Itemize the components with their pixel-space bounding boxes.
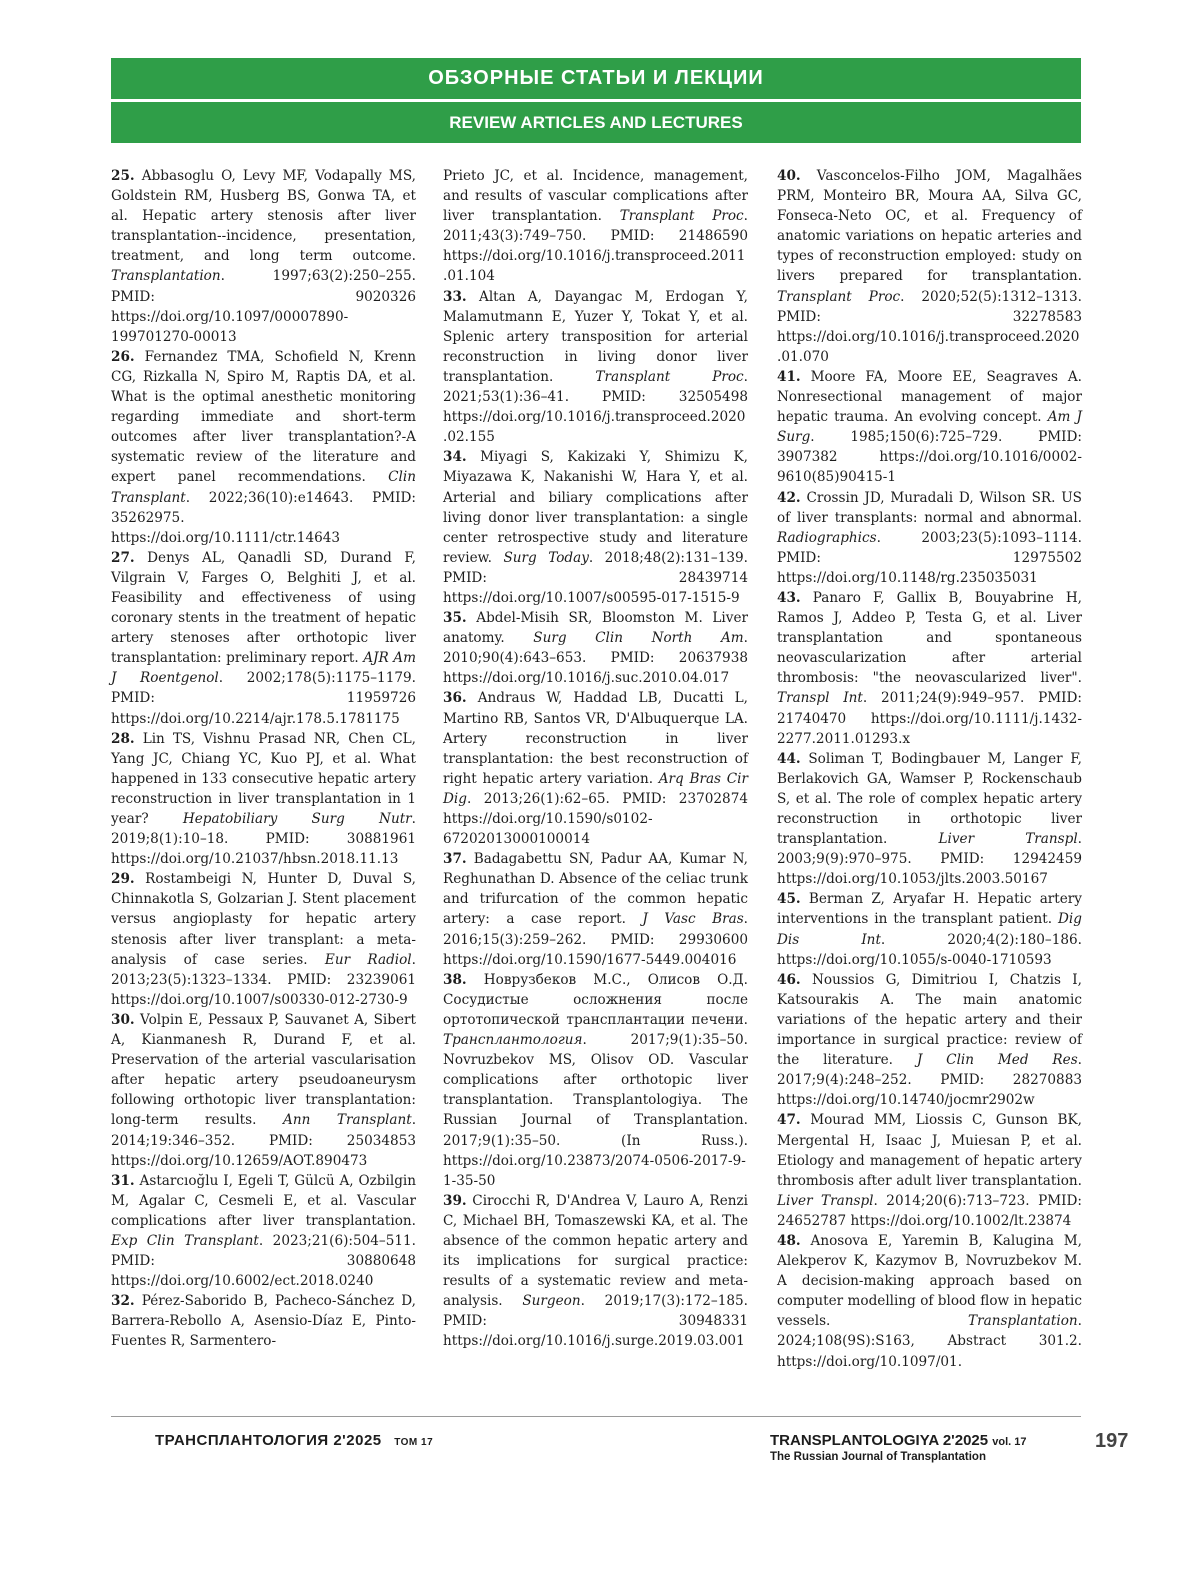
- reference-entry: [777, 367, 1082, 488]
- footer-volume-en: vol. 17: [992, 1436, 1027, 1448]
- reference-journal: Transplant Proc: [777, 288, 901, 305]
- footer-journal-title-ru: ТРАНСПЛАНТОЛОГИЯ: [155, 1432, 329, 1449]
- reference-details: . 2013;26(1):62–65. PMID: 23702874 https://doi.org/10.1590/s0102-67202013000100014: [443, 790, 748, 848]
- reference-entry: [111, 1171, 416, 1292]
- reference-journal: Transplant Proc: [619, 208, 744, 225]
- reference-entry: [443, 608, 748, 688]
- reference-details: . 2024;108(9S):S163, Abstract 301.2. https://doi.org/10.1097/01.: [777, 1313, 1082, 1370]
- reference-number: 47.: [777, 1112, 801, 1129]
- reference-text: Crossin JD, Muradali D, Wilson SR. US of liver transplants: normal and abnormal.: [777, 489, 1082, 526]
- reference-journal: Clin Transplant: [111, 469, 416, 506]
- reference-details: . 2017;9(4):248–252. PMID: 28270883 https://doi.org/10.14740/jocmr2902w: [777, 1052, 1082, 1109]
- reference-text: Miyagi S, Kakizaki Y, Shimizu K, Miyazawa K, Nakanishi W, Hara Y, et al. Arterial and biliary complications after living donor liver transplantation: a single center retrospective study and literature review.: [443, 449, 748, 566]
- reference-details: . 2002;178(5):1175–1179. PMID: 11959726 https://doi.org/10.2214/ajr.178.5.1781175: [111, 670, 416, 727]
- reference-journal: Arq Bras Cir Dig: [443, 770, 748, 807]
- reference-details: . 1985;150(6):725–729. PMID: 3907382 https://doi.org/10.1016/0002-9610(85)90415-1: [777, 429, 1082, 486]
- reference-entry: [777, 889, 1082, 969]
- section-header-ru: ОБЗОРНЫЕ СТАТЬИ И ЛЕКЦИИ: [111, 58, 1081, 99]
- reference-details: . 2014;19:346–352. PMID: 25034853 https://doi.org/10.12659/AOT.890473: [111, 1112, 417, 1169]
- reference-details: . 2018;48(2):131–139. PMID: 28439714 https://doi.org/10.1007/s00595-017-1515-9: [443, 549, 748, 606]
- reference-entry: [111, 869, 416, 1010]
- reference-details: . 2011;43(3):749–750. PMID: 21486590 https://doi.org/10.1016/j.transproceed.2011.01.104: [443, 208, 748, 285]
- reference-entry: [777, 488, 1082, 588]
- reference-number: 33.: [443, 288, 467, 305]
- reference-journal: Hepatobiliary Surg Nutr: [182, 811, 412, 827]
- reference-text: Lin TS, Vishnu Prasad NR, Chen CL, Yang JC, Chiang YC, Kuo PJ, et al. What happened in 133 consecutive hepatic artery reconstruction in liver transplantation in 1 year?: [111, 730, 416, 827]
- reference-number: 31.: [111, 1172, 135, 1189]
- reference-column-1: [111, 166, 416, 1352]
- reference-text: Moore FA, Moore EE, Seagraves A. Nonresectional management of major hepatic trauma. An evolving concept.: [777, 368, 1082, 426]
- reference-number: 34.: [443, 449, 467, 466]
- reference-entry: [443, 688, 748, 849]
- reference-journal: Radiographics: [777, 529, 877, 546]
- reference-details: . 2003;9(9):970–975. PMID: 12942459 https://doi.org/10.1053/jlts.2003.50167: [777, 831, 1082, 888]
- reference-entry: [443, 849, 748, 970]
- reference-number: 48.: [777, 1232, 801, 1249]
- reference-number: 41.: [777, 368, 801, 385]
- reference-details: . 2011;24(9):949–957. PMID: 21740470 https://doi.org/10.1111/j.1432-2277.2011.01293.x: [777, 690, 1082, 747]
- reference-details: . 2021;53(1):36–41. PMID: 32505498 https://doi.org/10.1016/j.transproceed.2020.02.155: [443, 368, 748, 446]
- reference-text: Denys AL, Qanadli SD, Durand F, Vilgrain V, Farges O, Belghiti J, et al. Feasibility and effectiveness of using coronary stents in the treatment of hepatic artery stenoses after orthotopic liver transplantation: preliminary report.: [111, 549, 417, 667]
- reference-journal: Transplantation: [968, 1313, 1078, 1330]
- reference-details: . 2019;8(1):10–18. PMID: 30881961 https://doi.org/10.21037/hbsn.2018.11.13: [111, 811, 416, 868]
- reference-details: . 2020;52(5):1312–1313. PMID: 32278583 https://doi.org/10.1016/j.transproceed.2020.01.070: [777, 288, 1082, 365]
- footer-left: [155, 1432, 433, 1449]
- footer-issue-ru: 2'2025: [333, 1432, 382, 1449]
- reference-text: Vasconcelos-Filho JOM, Magalhães PRM, Monteiro BR, Moura AA, Silva GC, Fonseca-Neto OC, et al. Frequency of anatomic variations on hepatic arteries and types of reconstruction employed: study on livers prepared for transplantation.: [777, 168, 1082, 285]
- reference-number: 44.: [777, 750, 801, 767]
- reference-entry: [111, 1010, 416, 1171]
- reference-text: Anosova E, Yaremin B, Kalugina M, Alekperov K, Kazymov B, Novruzbekov M. A decision-making approach based on computer modelling of blood flow in hepatic vessels.: [777, 1232, 1082, 1330]
- reference-text: Altan A, Dayangac M, Erdogan Y, Malamutmann E, Yuzer Y, Tokat Y, et al. Splenic artery transposition for arterial reconstruction in living donor liver transplantation.: [443, 288, 749, 385]
- footer-journal-subtitle: The Russian Journal of Transplantation: [770, 1451, 986, 1463]
- reference-text: Новрузбеков М.С., Олисов О.Д. Сосудистые осложнения после ортотопической трансплантации печени.: [443, 971, 748, 1028]
- reference-number: 43.: [777, 589, 801, 606]
- reference-number: 26.: [111, 348, 135, 365]
- reference-entry: [443, 166, 748, 287]
- reference-details: . 2003;23(5):1093–1114. PMID: 12975502 https://doi.org/10.1148/rg.235035031: [777, 529, 1082, 586]
- reference-details: . 2017;9(1):35–50. Novruzbekov MS, Olisov OD. Vascular complications after orthotopic liver transplantation. Transplantologiya. The Russian Journal of Transplantation. 2017;9(1):35–50. (In Russ.). https://doi.org/10.23873/2074-0506-2017-9-1-35-50: [443, 1032, 748, 1189]
- reference-journal: Transplant Proc: [595, 368, 744, 385]
- reference-journal: Surgeon: [522, 1293, 581, 1310]
- reference-entry: [111, 729, 416, 870]
- reference-number: 46.: [777, 971, 801, 988]
- reference-text: Noussios G, Dimitriou I, Chatzis I, Katsourakis A. The main anatomic variations of the hepatic artery and their importance in surgical practice: review of the literature.: [777, 971, 1082, 1069]
- reference-text: Panaro F, Gallix B, Bouyabrine H, Ramos J, Addeo P, Testa G, et al. Liver transplantation and spontaneous neovascularization after arterial thrombosis: "the neovascularized liver".: [777, 589, 1082, 687]
- reference-entry: [111, 347, 416, 548]
- reference-entry: [443, 970, 748, 1191]
- reference-text: Volpin E, Pessaux P, Sauvanet A, Sibert A, Kianmanesh R, Durand F, et al. Preservation of the arterial vascularisation after hepatic artery pseudoaneurysm following orthotopic liver transplantation: long-term results.: [111, 1011, 416, 1129]
- reference-number: 36.: [443, 690, 467, 707]
- reference-entry: [777, 1110, 1082, 1231]
- reference-text: Fernandez TMA, Schofield N, Krenn CG, Rizkalla N, Spiro M, Raptis DA, et al. What is the optimal anesthetic monitoring regarding immediate and short-term outcomes after liver transplantation?-A systematic review of the literature and expert panel recommendations.: [111, 348, 416, 486]
- reference-journal: J Vasc Bras: [642, 911, 744, 928]
- reference-number: 40.: [777, 168, 801, 184]
- reference-journal: J Clin Med Res: [916, 1052, 1078, 1069]
- reference-text: Berman Z, Aryafar H. Hepatic artery interventions in the transplant patient.: [777, 891, 1082, 928]
- reference-number: 35.: [443, 610, 467, 627]
- reference-journal: Ann Transplant: [283, 1112, 412, 1129]
- reference-details: . 2010;90(4):643–653. PMID: 20637938 https://doi.org/10.1016/j.suc.2010.04.017: [443, 630, 748, 687]
- reference-text: Abdel-Misih SR, Bloomston M. Liver anatomy.: [443, 610, 748, 647]
- reference-text: Cirocchi R, D'Andrea V, Lauro A, Renzi C, Michael BH, Tomaszewski KA, et al. The absence of the common hepatic artery and its implications for surgical practice: results of a systematic review and meta-analysis.: [443, 1192, 748, 1310]
- reference-entry: [443, 287, 748, 448]
- reference-entry: [111, 548, 416, 729]
- reference-journal: Dig Dis Int: [777, 911, 1082, 948]
- reference-text: Astarcıoğlu I, Egeli T, Gülcü A, Ozbilgin M, Agalar C, Cesmeli E, et al. Vascular complications after liver transplantation.: [111, 1172, 416, 1229]
- reference-number: 30.: [111, 1011, 135, 1028]
- reference-entry: [777, 588, 1082, 749]
- footer-right: [770, 1432, 1027, 1463]
- reference-journal: Liver Transpl: [938, 831, 1078, 848]
- reference-column-3: [777, 166, 1082, 1372]
- reference-journal: Transplantation: [111, 268, 221, 285]
- reference-text: Abbasoglu O, Levy MF, Vodapally MS, Goldstein RM, Husberg BS, Gonwa TA, et al. Hepatic artery stenosis after liver transplantation--incidence, presentation, treatment, and long term outcome.: [111, 168, 417, 265]
- reference-number: 45.: [777, 891, 801, 908]
- reference-details: . 2022;36(10):e14643. PMID: 35262975. https://doi.org/10.1111/ctr.14643: [111, 489, 416, 546]
- reference-text: Badagabettu SN, Padur AA, Kumar N, Reghunathan D. Absence of the celiac trunk and trifurcation of the common hepatic artery: a case report.: [443, 851, 748, 928]
- reference-text: Andraus W, Haddad LB, Ducatti L, Martino RB, Santos VR, D'Albuquerque LA. Artery reconstruction in liver transplantation: the best reconstruction of right hepatic artery variation.: [443, 690, 748, 787]
- reference-details: . 2016;15(3):259–262. PMID: 29930600 https://doi.org/10.1590/1677-5449.004016: [443, 911, 748, 968]
- reference-entry: [111, 166, 416, 347]
- reference-journal: Surg Today: [503, 549, 589, 566]
- reference-text: Rostambeigi N, Hunter D, Duval S, Chinnakotla S, Golzarian J. Stent placement versus angioplasty for hepatic artery stenosis after liver transplant: a meta-analysis of case series.: [111, 871, 416, 968]
- reference-number: 25.: [111, 168, 135, 184]
- reference-number: 32.: [111, 1293, 135, 1310]
- reference-details: . 2019;17(3):172–185. PMID: 30948331 https://doi.org/10.1016/j.surge.2019.03.001: [443, 1293, 748, 1350]
- footer-issue-en: 2'2025: [942, 1432, 989, 1449]
- reference-number: 28.: [111, 730, 135, 747]
- reference-entry: [443, 1191, 748, 1352]
- reference-text: Soliman T, Bodingbauer M, Langer F, Berlakovich GA, Wamser P, Rockenschaub S, et al. The role of complex hepatic artery reconstruction in orthotopic liver transplantation.: [777, 750, 1082, 848]
- reference-entry: [777, 1231, 1082, 1372]
- reference-entry: [777, 970, 1082, 1111]
- reference-number: 42.: [777, 489, 801, 506]
- page-number: 197: [1095, 1430, 1129, 1452]
- reference-details: . 2020;4(2):180–186. https://doi.org/10.1055/s-0040-1710593: [777, 931, 1082, 968]
- reference-entry: [111, 1291, 416, 1351]
- reference-journal: Exp Clin Transplant: [111, 1232, 259, 1249]
- reference-journal: Трансплантология: [443, 1032, 583, 1049]
- reference-journal: AJR Am J Roentgenol: [111, 650, 417, 687]
- footer-volume-ru: ТОМ 17: [394, 1437, 434, 1448]
- reference-entry: [443, 447, 748, 608]
- reference-details: . 1997;63(2):250–255. PMID: 9020326 https://doi.org/10.1097/00007890-199701270-00013: [111, 268, 416, 345]
- reference-journal: Am J Surg: [777, 409, 1082, 446]
- reference-column-2: [443, 166, 748, 1352]
- reference-text: Prieto JC, et al. Incidence, management, and results of vascular complications after liver transplantation.: [443, 168, 748, 225]
- reference-number: 37.: [443, 851, 467, 868]
- reference-journal: Eur Radiol: [324, 951, 412, 968]
- reference-details: . 2014;20(6):713–723. PMID: 24652787 https://doi.org/10.1002/lt.23874: [777, 1192, 1082, 1229]
- reference-entry: [777, 166, 1082, 367]
- reference-entry: [777, 749, 1082, 890]
- reference-journal: Transpl Int: [777, 690, 863, 707]
- reference-journal: Surg Clin North Am: [533, 630, 744, 647]
- reference-number: 27.: [111, 549, 135, 566]
- section-header-en: REVIEW ARTICLES AND LECTURES: [111, 102, 1081, 143]
- reference-text: Pérez-Saborido B, Pacheco-Sánchez D, Barrera-Rebollo A, Asensio-Díaz E, Pinto-Fuentes R, Sarmentero-: [111, 1293, 416, 1350]
- reference-text: Mourad MM, Liossis C, Gunson BK, Mergental H, Isaac J, Muiesan P, et al. Etiology and management of hepatic artery thrombosis after adult liver transplantation.: [777, 1112, 1083, 1189]
- reference-number: 38.: [443, 971, 467, 988]
- reference-details: . 2013;23(5):1323–1334. PMID: 23239061 https://doi.org/10.1007/s00330-012-2730-9: [111, 951, 416, 1008]
- reference-number: 39.: [443, 1192, 467, 1209]
- reference-details: . 2023;21(6):504–511. PMID: 30880648 https://doi.org/10.6002/ect.2018.0240: [111, 1232, 416, 1290]
- footer-journal-title-en: TRANSPLANTOLOGIYA: [770, 1432, 939, 1449]
- reference-journal: Liver Transpl: [777, 1192, 874, 1209]
- reference-number: 29.: [111, 871, 135, 888]
- footer-divider: [111, 1416, 1081, 1417]
